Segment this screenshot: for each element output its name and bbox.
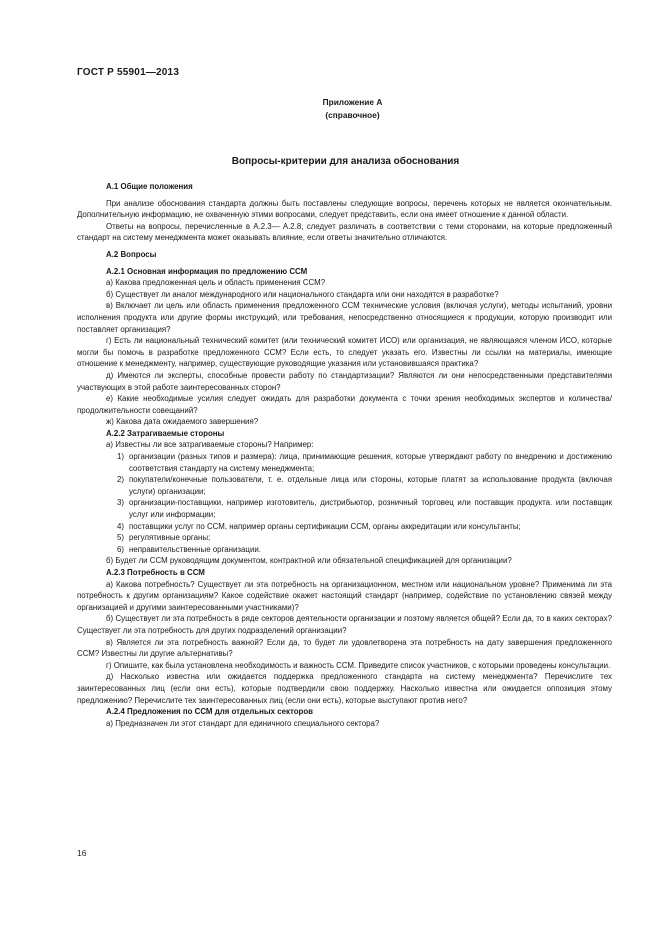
paragraph: Ответы на вопросы, перечисленные в А.2.3— А.2.8, следует различать в соответствии с теми сторонами, на которые предложенный стандарт на систему менеджмента может оказывать влияние, если ответы значительно отличаются. <box>77 221 612 243</box>
list-item: ж) Какова дата ожидаемого завершения? <box>106 417 259 427</box>
section-heading-a2: А.2 Вопросы <box>106 249 157 259</box>
page-title: Вопросы-критерии для анализа обоснования <box>231 156 460 167</box>
appendix-title: Приложение А <box>322 97 383 107</box>
list-item: а) Известны ли все затрагиваемые стороны? Например: <box>106 440 314 450</box>
list-item: б) Существует ли эта потребность в ряде секторов деятельности организации и поэтому является общей? Если да, то в каких секторах? Существует ли эта потребность для других подразделений организации? <box>77 614 612 635</box>
section-heading-a21: А.2.1 Основная информация по предложению ССМ <box>106 266 308 276</box>
list-item: а) Какова потребность? Существует ли эта потребность на организационном, местном или национальном уровне? Применима ли эта потребность к другим организациям? Какое содействие окажет настоящий стандарт (например, содействие по установлению связей между организацией и другими заинтересованными участниками)? <box>77 579 612 612</box>
appendix-label <box>0 96 661 122</box>
list-item: б) Будет ли ССМ руководящим документом, контрактной или обязательной спецификацией для организации? <box>106 556 512 566</box>
list-item: д) Насколько известна или ожидается поддержка предложенного стандарта на систему менеджмента? Перечислите тех заинтересованных лиц (если они есть), которые подтвердили свою поддержку. Насколько известна или ожидается оппозиция этому предложению? Перечислите тех заинтересованных лиц (если они есть), которые выступают против него? <box>77 672 612 705</box>
sub-list-item: 2) покупатели/конечные пользователи, т. е. отдельные лица или стороны, которые платят за использование продукта (включая услуги) организации; <box>117 475 612 496</box>
section-heading-a23: А.2.3 Потребность в ССМ <box>106 568 205 577</box>
document-header: ГОСТ Р 55901—2013 <box>77 67 180 78</box>
list-item: в) Включает ли цель или область применения предложенного ССМ технические условия (включая услуги), методы испытаний, уровни исполнения продукта или другие формы инструкций, или требования, непосредственно относящиеся к продукции, которую производит или поставляет организация? <box>77 301 612 334</box>
list-item: в) Является ли эта потребность важной? Если да, то будет ли удовлетворена эта потребность на дату завершения предложенного ССМ? Известны ли другие альтернативы? <box>77 637 612 659</box>
paragraph: При анализе обоснования стандарта должны быть поставлены следующие вопросы, перечень которых не является окончательным. Дополнительную информацию, не охваченную этими вопросами, следует представить, если она имеет отношение к данной области. <box>77 198 612 220</box>
sub-list-item: 3) организации-поставщики, например изготовитель, дистрибьютор, розничный торговец или поставщик продукта. или поставщик услуг или информации; <box>117 498 612 520</box>
sub-list-item: 5) регулятивные органы; <box>117 533 211 543</box>
list-item: г) Опишите, как была установлена необходимость и важность ССМ. Приведите список участников, с которыми проведены консультации. <box>106 660 611 670</box>
appendix-type: (справочное) <box>325 110 380 120</box>
section-heading-a1: А.1 Общие положения <box>106 182 193 191</box>
list-item: е) Какие необходимые усилия следует ожидать для разработки документа с точки зрения необходимых экспертов и количества/продолжительности совещаний? <box>77 394 612 415</box>
list-item: а) Предназначен ли этот стандарт для единичного специального сектора? <box>106 718 380 728</box>
document-body <box>77 181 612 729</box>
list-item: б) Существует ли аналог международного или национального стандарта или они находятся в разработке? <box>106 289 499 299</box>
list-item: а) Какова предложенная цель и область применения ССМ? <box>106 278 326 288</box>
section-heading-a24: А.2.4 Предложения по ССМ для отдельных секторов <box>106 707 314 717</box>
list-item: д) Имеются ли эксперты, способные провести работу по стандартизации? Являются ли они непосредственными представителями участвующих в этой работе заинтересованных сторон? <box>77 370 612 392</box>
sub-list-item: 6) неправительственные организации. <box>117 544 261 554</box>
list-item: г) Есть ли национальный технический комитет (или технический комитет ИСО) или организация, не являющаяся членом ИСО, которые могли бы помочь в разработке предложенного ССМ? Если есть, то следует указать его. Известны ли ссылки на материалы, имеющие отношение к менеджменту, например, существующие руководящие указания или установившаяся практика? <box>77 336 612 369</box>
sub-list-item: 4) поставщики услуг по ССМ, например органы сертификации ССМ, органы аккредитации или консультанты; <box>117 521 521 531</box>
sub-list-item: 1) организации (разных типов и размера): лица, принимающие решения, которые утверждают работу по внедрению и достижению соответствия стандарту на систему менеджмента; <box>117 452 612 473</box>
section-heading-a22: А.2.2 Затрагиваемые стороны <box>106 428 225 438</box>
page-number: 16 <box>77 848 87 858</box>
